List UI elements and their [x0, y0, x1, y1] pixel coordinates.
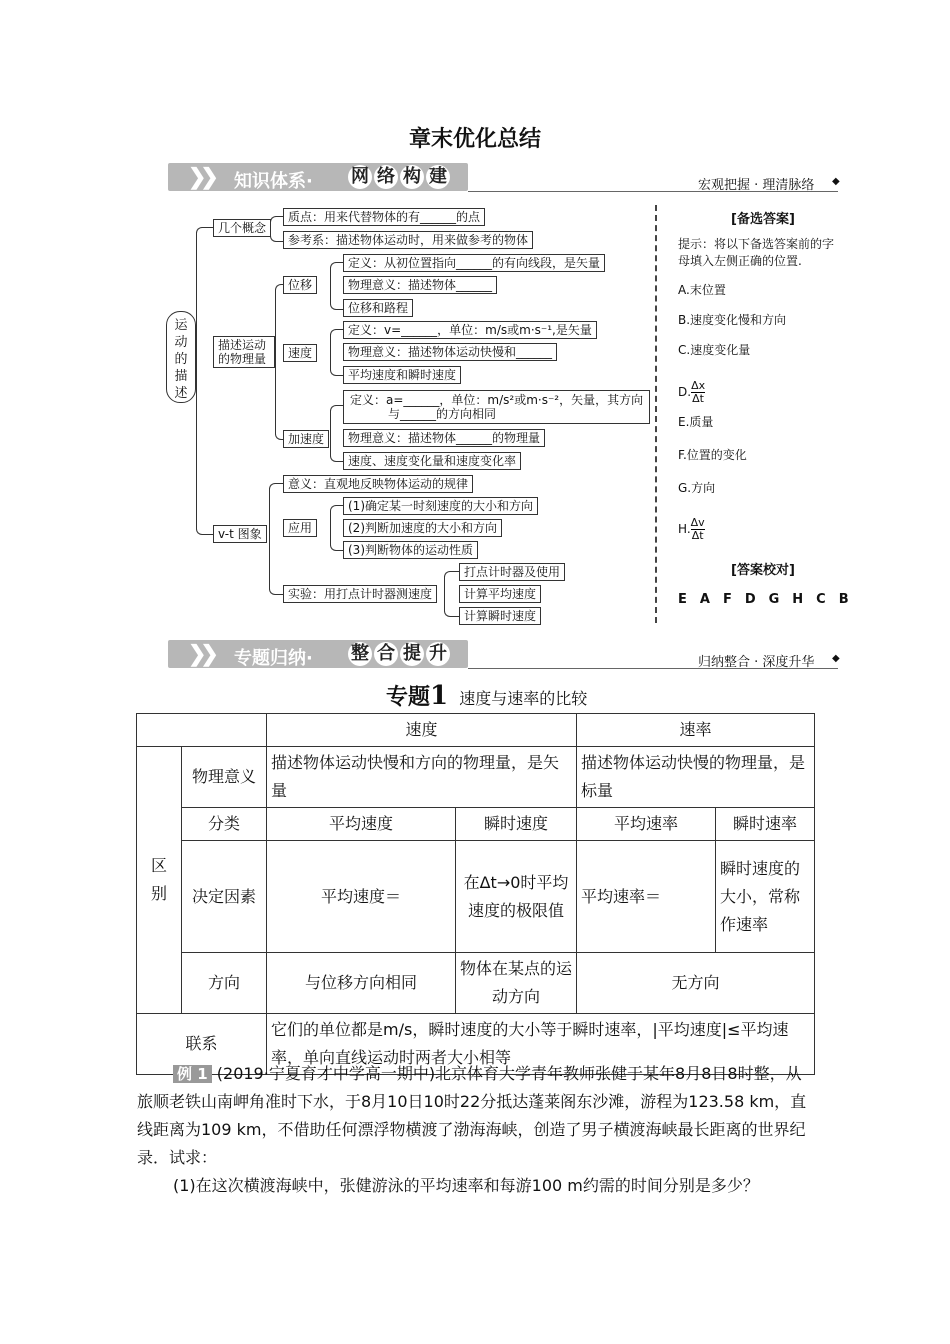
- table-cell: 平均速度＝: [267, 841, 456, 953]
- map-leaf: 参考系：描述物体运动时，用来做参考的物体: [283, 231, 533, 249]
- map-leaf: 打点计时器及使用: [459, 563, 565, 581]
- table-row: [137, 953, 815, 1014]
- map-leaf: 计算平均速度: [459, 585, 541, 603]
- map-leaf: 平均速度和瞬时速度: [343, 366, 461, 384]
- map-leaf: 定义：从初位置指向______的有向线段，是矢量: [343, 254, 605, 272]
- table-row: [137, 808, 815, 841]
- fraction-numerator: Δx: [691, 378, 706, 392]
- answers-hint: 母填入左侧正确的位置.: [678, 254, 802, 268]
- connector: [270, 216, 283, 242]
- chevron-icon: ❯❯: [188, 164, 213, 190]
- map-leaf: [343, 390, 650, 424]
- answers-panel: [678, 208, 848, 607]
- answer-option: B.速度变化慢和方向: [678, 313, 787, 327]
- table-row-header: [137, 747, 182, 1014]
- table-cell: 瞬时速度的大小，常称作速率: [716, 841, 815, 953]
- answers-heading: [备选答案]: [731, 212, 795, 227]
- diamond-icon: ◆: [832, 653, 840, 664]
- section-banner-topics: [168, 640, 468, 668]
- map-node-experiment: 实验：用打点计时器测速度: [283, 585, 437, 603]
- map-node-concepts: 几个概念: [213, 219, 271, 237]
- connector: [269, 483, 284, 595]
- page-title: 章末优化总结: [408, 127, 541, 152]
- map-leaf: 物理意义：描述物体______: [343, 276, 497, 294]
- map-leaf: 质点：用来代替物体的有______的点: [283, 208, 485, 226]
- map-node-application: 应用: [283, 519, 317, 537]
- answer-option: [678, 371, 848, 413]
- map-leaf: 意义：直观地反映物体运动的规律: [283, 475, 473, 493]
- map-node-velocity: 速度: [283, 344, 317, 362]
- table-row-header: 物理意义: [182, 747, 267, 808]
- connector: [330, 505, 343, 551]
- topic-heading: [386, 680, 587, 711]
- table-row-header: 分类: [182, 808, 267, 841]
- topic-name: 速度与速率的比较: [459, 689, 588, 708]
- acc-def-line1: 定义：a=______，单位：m/s²或m·s⁻²，矢量，其方向: [350, 393, 644, 407]
- map-leaf: (2)判断加速度的大小和方向: [343, 519, 502, 537]
- map-node-quantities: 描述运动的物理量: [213, 336, 275, 368]
- topic-label: 专题: [386, 685, 431, 710]
- table-header: 速度: [267, 714, 577, 747]
- banner-note: 宏观把握 · 理清脉络: [698, 178, 815, 193]
- table-cell: 平均速度: [267, 808, 456, 841]
- table-row: [137, 841, 815, 953]
- topic-number: 1: [430, 681, 449, 711]
- map-leaf: 速度、速度变化量和速度变化率: [343, 452, 521, 470]
- answers-key: E A F D G H C B: [678, 592, 849, 607]
- example-tag: 例 1: [173, 1065, 212, 1083]
- answer-option-label: H.: [678, 522, 691, 536]
- example-text: (2019·宁夏育才中学高一期中)北京体育大学青年教师张健于某年8月8日8时整，从旅顺老铁山南岬角准时下水，于8月10日10时22分抵达蓬莱阁东沙滩，游程为123.58 km，直线距离为109 km，不借助任何漂浮物横渡了渤海海峡，创造了男子横渡海峡最长距离的世界纪录．试求：: [137, 1064, 807, 1167]
- connector: [444, 571, 459, 617]
- table-cell: 瞬时速度: [456, 808, 577, 841]
- answers-check-heading: [答案校对]: [731, 563, 795, 578]
- answer-option: F.位置的变化: [678, 448, 747, 462]
- map-leaf: (3)判断物体的运动性质: [343, 541, 478, 559]
- fraction-numerator: Δv: [690, 515, 705, 529]
- fraction-denominator: Δt: [692, 391, 704, 405]
- map-node-vt: v-t 图象: [213, 525, 267, 543]
- diamond-icon: ◆: [832, 176, 840, 187]
- table-cell: 描述物体运动快慢的物理量，是标量: [577, 747, 815, 808]
- map-leaf: 计算瞬时速度: [459, 607, 541, 625]
- answer-option: A.末位置: [678, 283, 726, 297]
- table-cell: 物体在某点的运动方向: [456, 953, 577, 1014]
- map-node-acceleration: 加速度: [283, 430, 329, 448]
- connector: [196, 227, 213, 535]
- table-row: [137, 714, 815, 747]
- fraction-denominator: Δt: [691, 528, 704, 542]
- table-row-header: 决定因素: [182, 841, 267, 953]
- qubie-label: 区别: [151, 856, 168, 903]
- map-node-displacement: 位移: [283, 276, 317, 294]
- map-leaf: 物理意义：描述物体运动快慢和______: [343, 343, 557, 361]
- answer-option-label: D.: [678, 385, 692, 399]
- connector: [330, 329, 343, 376]
- table-header: 速率: [577, 714, 815, 747]
- map-leaf: 物理意义：描述物体______的物理量: [343, 429, 545, 447]
- answers-hint: 提示：将以下备选答案前的字: [678, 237, 835, 251]
- example-paragraph: [137, 1060, 817, 1172]
- answer-option: C.速度变化量: [678, 343, 751, 357]
- table-row-header: 方向: [182, 953, 267, 1014]
- banner-left-text: 知识体系·: [234, 171, 313, 192]
- answer-option: E.质量: [678, 415, 714, 429]
- chevron-icon: ❯❯: [188, 641, 213, 667]
- map-leaf: 位移和路程: [343, 299, 413, 317]
- acc-def-line2: 与______的方向相同: [388, 407, 497, 421]
- table-row: [137, 747, 815, 808]
- table-cell: 瞬时速率: [716, 808, 815, 841]
- table-cell-empty: [137, 714, 267, 747]
- divider-dashed: [655, 205, 657, 623]
- map-leaf: 定义：v=______，单位：m/s或m·s⁻¹,是矢量: [343, 321, 597, 339]
- comparison-table: [136, 713, 815, 1075]
- table-cell: 在Δt→0时平均速度的极限值: [456, 841, 577, 953]
- map-leaf: (1)确定某一时刻速度的大小和方向: [343, 497, 538, 515]
- map-root: 运动的描述: [166, 311, 196, 403]
- table-cell: 平均速率: [577, 808, 716, 841]
- banner-right-text: 网 络 构 建: [348, 165, 452, 189]
- table-cell: 与位移方向相同: [267, 953, 456, 1014]
- connector: [330, 262, 343, 310]
- banner-note: 归纳整合 · 深度升华: [698, 655, 815, 670]
- table-cell: 它们的单位都是m/s，瞬时速度的大小等于瞬时速率，|平均速度|≤平均速率，单向直线运动时两者大小相等: [267, 1014, 815, 1075]
- banner-right-text: 整 合 提 升: [348, 642, 452, 666]
- table-cell: 描述物体运动快慢和方向的物理量，是矢量: [267, 747, 577, 808]
- table-row-header: 联系: [137, 1014, 267, 1075]
- banner-left-text: 专题归纳·: [234, 648, 313, 669]
- answer-option: G.方向: [678, 481, 716, 495]
- answer-option: [678, 507, 848, 551]
- connector: [275, 284, 284, 440]
- connector: [330, 405, 343, 462]
- table-cell: 无方向: [577, 953, 815, 1014]
- example-question: (1)在这次横渡海峡中，张健游泳的平均速率和每游100 m约需的时间分别是多少？: [173, 1176, 759, 1195]
- table-cell: 平均速率＝: [577, 841, 716, 953]
- section-banner-knowledge: [168, 163, 468, 191]
